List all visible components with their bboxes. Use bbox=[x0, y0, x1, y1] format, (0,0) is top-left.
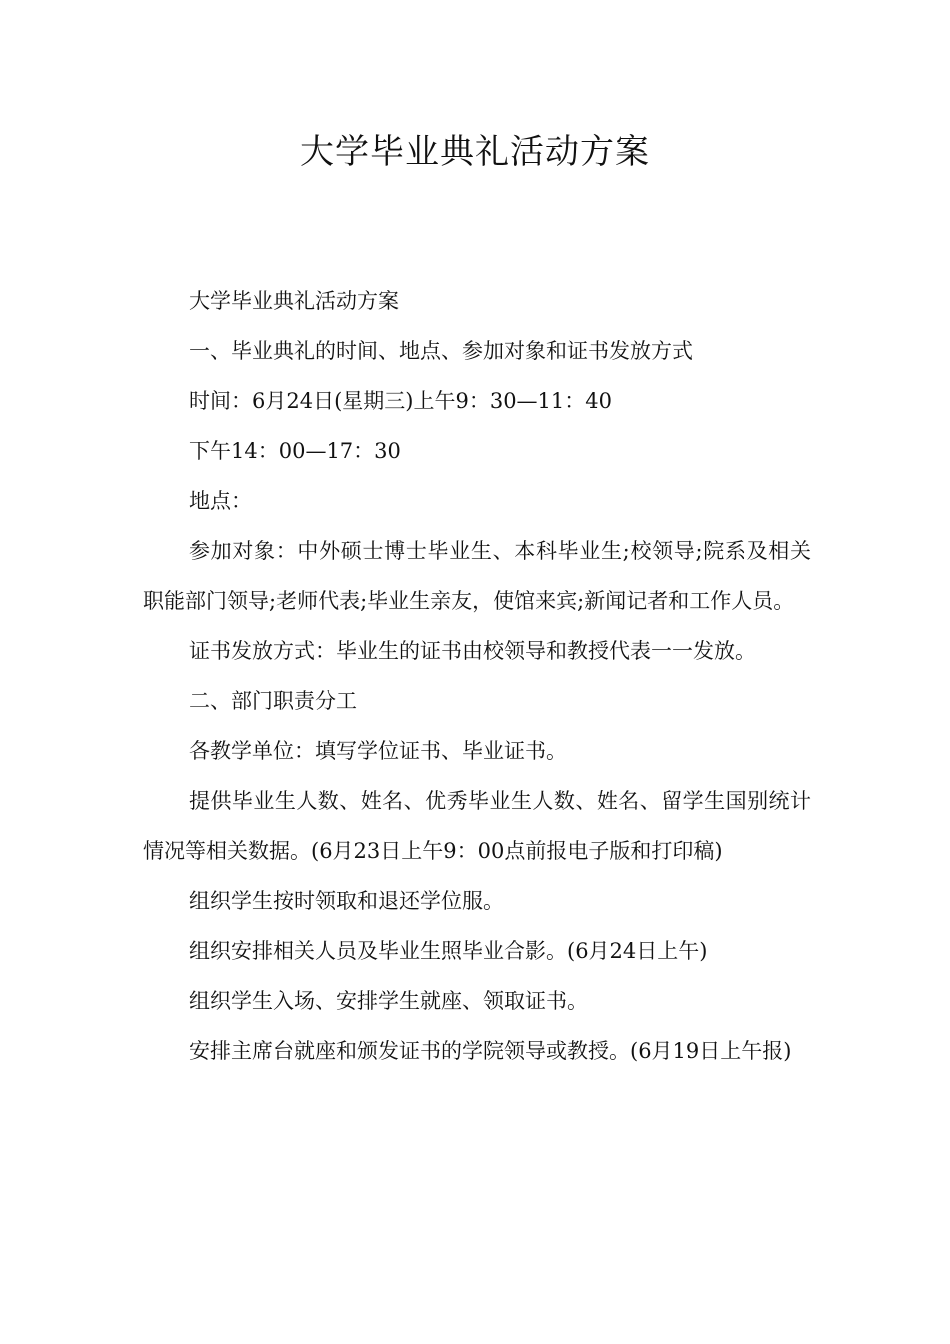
paragraph-heading: 大学毕业典礼活动方案 bbox=[189, 289, 399, 313]
document-body bbox=[143, 276, 811, 1076]
paragraph-teaching-units: 各教学单位：填写学位证书、毕业证书。 bbox=[189, 739, 567, 763]
paragraph-time: 时间：6月24日(星期三)上午9：30—11：40 bbox=[189, 389, 612, 413]
paragraph-group-photo: 组织安排相关人员及毕业生照毕业合影。(6月24日上午) bbox=[189, 939, 708, 963]
paragraph-certificates: 证书发放方式：毕业生的证书由校领导和教授代表一一发放。 bbox=[189, 639, 756, 663]
paragraph-seating: 组织学生入场、安排学生就座、领取证书。 bbox=[189, 989, 588, 1013]
paragraph-section-2: 二、部门职责分工 bbox=[189, 689, 357, 713]
paragraph-gowns: 组织学生按时领取和退还学位服。 bbox=[189, 889, 504, 913]
paragraph-statistics: 提供毕业生人数、姓名、优秀毕业生人数、姓名、留学生国别统计情况等相关数据。(6月23日上午9：00点前报电子版和打印稿) bbox=[143, 789, 811, 863]
paragraph-rostrum: 安排主席台就座和颁发证书的学院领导或教授。(6月19日上午报) bbox=[189, 1039, 792, 1063]
paragraph-location: 地点： bbox=[189, 489, 252, 513]
document-title: 大学毕业典礼活动方案 bbox=[300, 132, 650, 172]
paragraph-participants: 参加对象：中外硕士博士毕业生、本科毕业生;校领导;院系及相关职能部门领导;老师代表;毕业生亲友，使馆来宾;新闻记者和工作人员。 bbox=[143, 539, 811, 613]
paragraph-afternoon: 下午14：00—17：30 bbox=[189, 439, 401, 463]
paragraph-section-1: 一、毕业典礼的时间、地点、参加对象和证书发放方式 bbox=[189, 339, 693, 363]
